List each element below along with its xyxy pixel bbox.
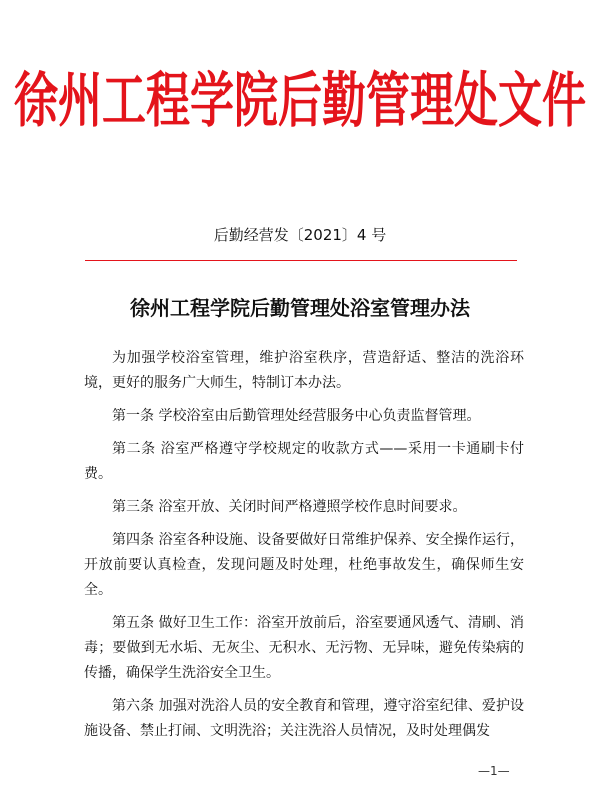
paragraph-intro: 为加强学校浴室管理，维护浴室秩序，营造舒适、整洁的洗浴环境，更好的服务广大师生，特制订本办法。	[84, 350, 524, 391]
paragraph-article-3: 第三条 浴室开放、关闭时间严格遵照学校作息时间要求。	[112, 499, 467, 515]
document-body	[84, 346, 524, 752]
paragraph-article-1: 第一条 学校浴室由后勤管理处经营服务中心负责监督管理。	[112, 408, 481, 424]
paragraph-article-2: 第二条 浴室严格遵守学校规定的收款方式——采用一卡通刷卡付费。	[84, 441, 524, 482]
paragraph-article-6: 第六条 加强对洗浴人员的安全教育和管理，遵守浴室纪律、爱护设施设备、禁止打闹、文明洗浴；关注洗浴人员情况，及时处理偶发	[84, 698, 524, 739]
paragraph-article-5: 第五条 做好卫生工作：浴室开放前后，浴室要通风透气、清刷、消毒；要做到无水垢、无灰尘、无积水、无污物、无异味，避免传染病的传播，确保学生洗浴安全卫生。	[84, 615, 524, 681]
document-number: 后勤经营发〔2021〕4 号	[213, 226, 387, 244]
paragraph-article-4: 第四条 浴室各种设施、设备要做好日常维护保养、安全操作运行，开放前要认真检查，发现问题及时处理，杜绝事故发生，确保师生安全。	[84, 532, 524, 598]
red-divider-line	[85, 260, 517, 261]
page-number: —1—	[478, 764, 510, 778]
document-title: 徐州工程学院后勤管理处浴室管理办法	[130, 296, 470, 320]
document-header-title: 徐州工程学院后勤管理处文件	[14, 66, 586, 136]
